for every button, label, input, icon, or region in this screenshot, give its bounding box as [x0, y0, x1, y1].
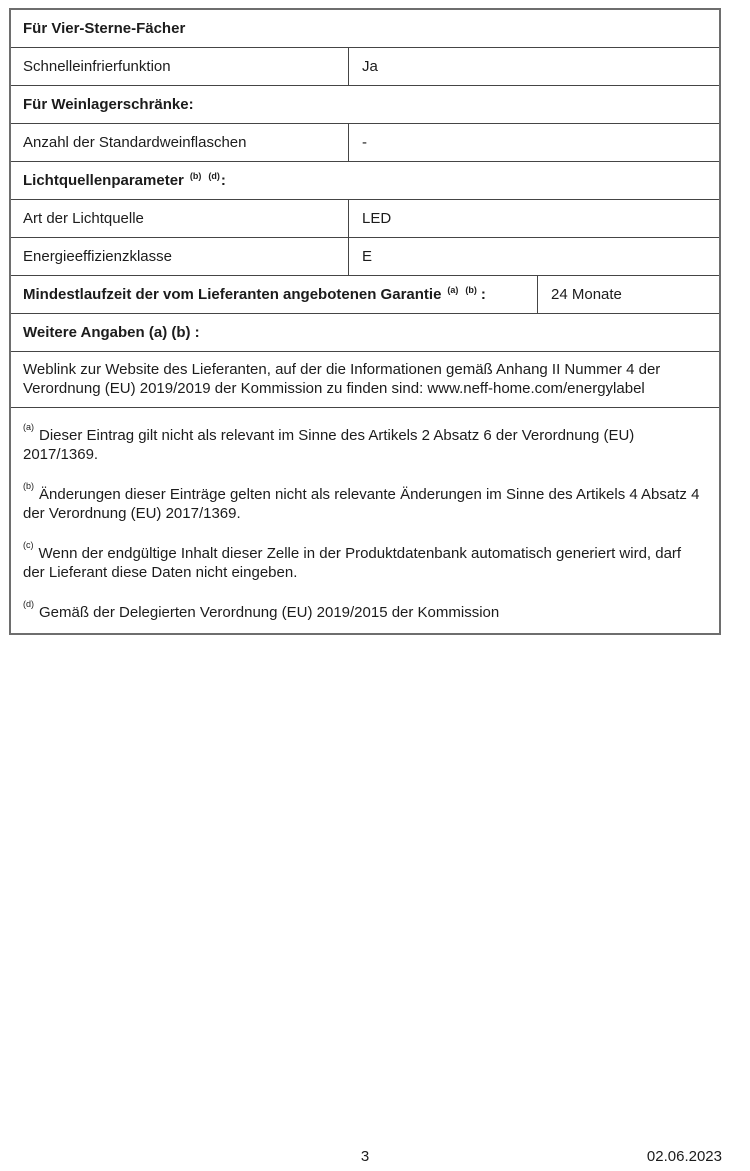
footnote-ref-b: (b)	[465, 285, 477, 295]
footnote-c-text: Wenn der endgültige Inhalt dieser Zelle in der Produktdatenbank automatisch generiert wird, darf der Lieferant diese Daten nicht eingeben.	[23, 545, 682, 581]
row-label-cell	[11, 276, 538, 313]
section-header-label: Weitere Angaben (a) (b) :	[23, 324, 200, 341]
row-value: LED	[362, 210, 392, 227]
footer-date: 02.06.2023	[646, 1148, 722, 1165]
row-value: E	[362, 248, 373, 265]
footnote-d-text: Gemäß der Delegierten Verordnung (EU) 2019/2015 der Kommission	[39, 604, 500, 621]
footnote-a-text: Dieser Eintrag gilt nicht als relevant im Sinne des Artikels 2 Absatz 6 der Verordnung (EU) 2017/1369.	[23, 427, 635, 463]
footnote-a-marker: (a)	[23, 422, 34, 432]
weblink-paragraph	[11, 352, 719, 407]
table-row-fast-freeze	[11, 48, 719, 86]
row-label-cell	[11, 48, 349, 85]
row-value: 24 Monate	[551, 286, 622, 303]
row-label: Mindestlaufzeit der vom Lieferanten angebotenen Garantie	[23, 286, 442, 303]
table-row-energy-class	[11, 238, 719, 276]
page-footer	[0, 1148, 750, 1168]
footnote-ref-a: (a)	[447, 285, 459, 295]
row-label: Schnelleinfrierfunktion	[23, 58, 171, 75]
product-data-table	[9, 8, 721, 635]
weblink-text: Weblink zur Website des Lieferanten, auf der die Informationen gemäß Anhang II Nummer 4 der Verordnung (EU) 2019/2019 der Kommission zu finden sind:	[23, 361, 661, 397]
footnote-ref-b: (b)	[189, 171, 202, 181]
row-value-cell	[349, 200, 719, 237]
supplier-weblink[interactable]: www.neff-home.com/energylabel	[427, 380, 645, 397]
footnotes-block	[11, 408, 719, 633]
table-row-light-source-type	[11, 200, 719, 238]
table-row-warranty	[11, 276, 719, 314]
table-row-section-light-source-params	[11, 162, 719, 200]
row-value-cell	[538, 276, 719, 313]
footnote-b	[23, 481, 705, 523]
table-row-footnotes	[11, 408, 719, 633]
row-label-cell	[11, 238, 349, 275]
row-label-cell	[11, 124, 349, 161]
section-header-label: Für Weinlagerschränke:	[23, 96, 194, 113]
row-label: Anzahl der Standardweinflaschen	[23, 134, 247, 151]
table-row-section-additional-info	[11, 314, 719, 352]
footnote-c	[23, 540, 705, 582]
row-value: Ja	[362, 58, 378, 75]
section-header-colon: :	[220, 172, 226, 189]
table-row-section-wine-storage	[11, 86, 719, 124]
table-row-section-four-star	[11, 10, 719, 48]
footnote-b-text: Änderungen dieser Einträge gelten nicht als relevante Änderungen im Sinne des Artikels 4 Absatz 4 der Verordnung (EU) 2017/1369.	[23, 486, 700, 522]
table-row-wine-bottles	[11, 124, 719, 162]
section-header	[11, 314, 719, 351]
row-value-cell	[349, 48, 719, 85]
section-header-label: Lichtquellenparameter	[23, 172, 184, 189]
section-header-label: Für Vier-Sterne-Fächer	[23, 20, 186, 37]
row-label: Art der Lichtquelle	[23, 210, 144, 227]
footnote-c-marker: (c)	[23, 540, 34, 550]
row-value-cell	[349, 124, 719, 161]
table-row-weblink	[11, 352, 719, 408]
footnote-a	[23, 422, 705, 464]
row-value: -	[362, 134, 367, 151]
row-label: Energieeffizienzklasse	[23, 248, 172, 265]
section-header	[11, 10, 719, 47]
section-header	[11, 162, 719, 199]
row-label-cell	[11, 200, 349, 237]
footnote-b-marker: (b)	[23, 481, 34, 491]
page-number: 3	[360, 1148, 370, 1165]
footnote-d	[23, 599, 705, 622]
row-label-colon: :	[480, 286, 486, 303]
section-header	[11, 86, 719, 123]
footnote-d-marker: (d)	[23, 599, 34, 609]
row-value-cell	[349, 238, 719, 275]
footnote-ref-d: (d)	[208, 171, 220, 181]
